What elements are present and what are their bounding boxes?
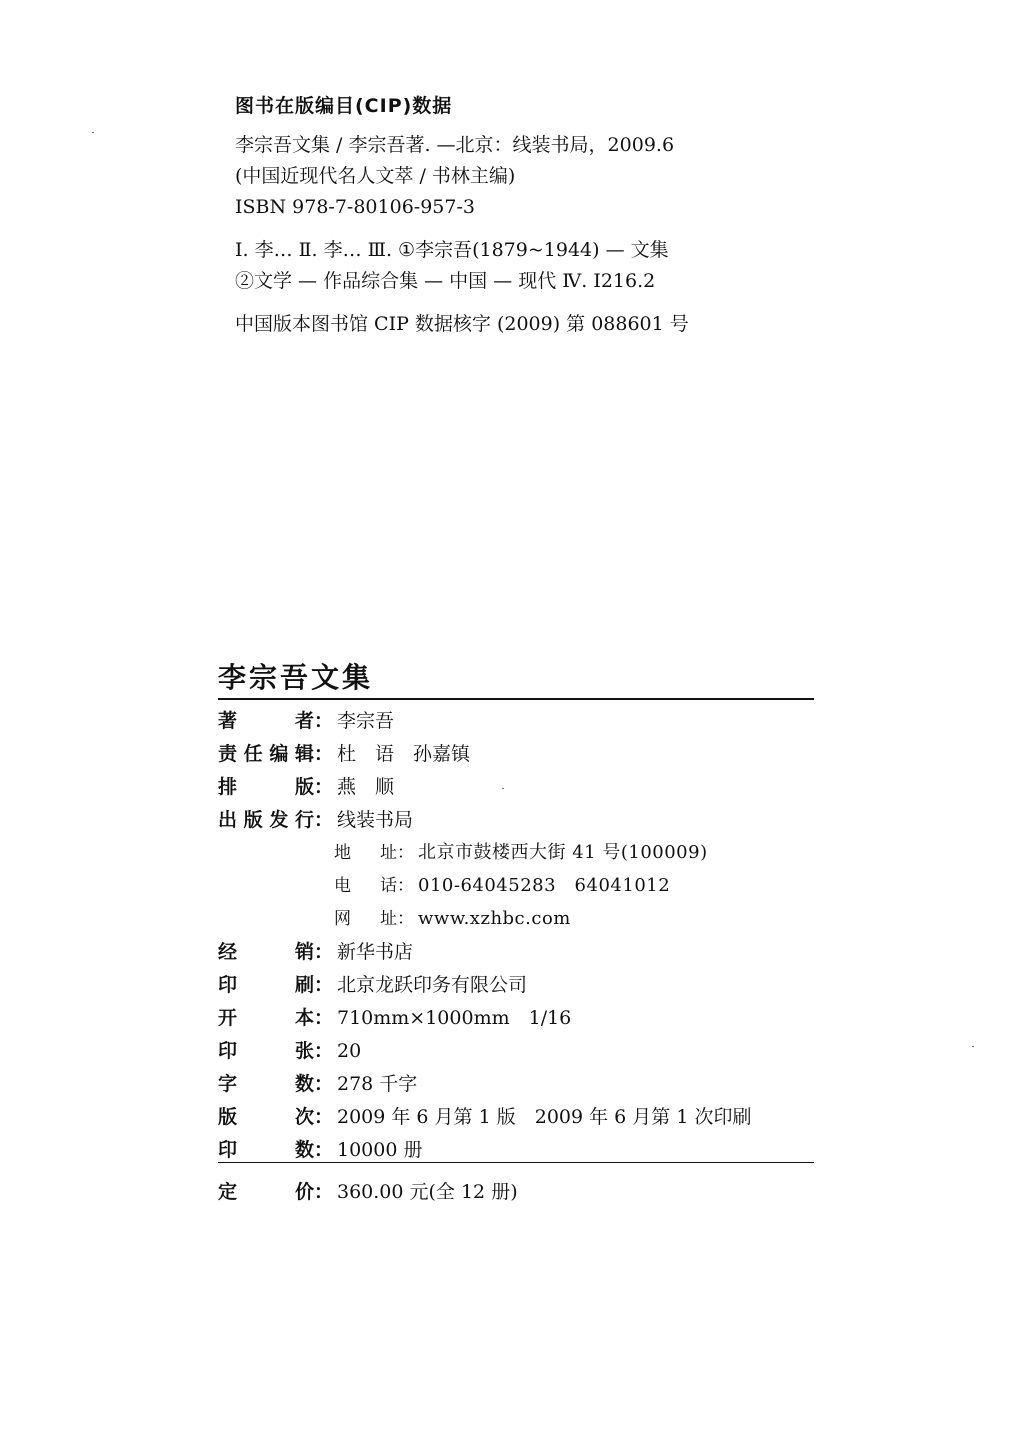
cip-line-isbn: ISBN 978-7-80106-957-3 [235,196,475,218]
detail-label [218,1003,335,1030]
label-char: 价： [294,1181,333,1203]
cip-line-title: 李宗吾文集 / 李宗吾著. —北京：线装书局，2009.6 [235,134,675,156]
label-char: 定 [218,1181,238,1203]
phone-label [334,871,418,896]
publication-details [218,706,818,1168]
label-char: 本： [294,1007,333,1029]
detail-row [218,1069,818,1102]
label-char: 次： [294,1106,333,1128]
price-block [218,1162,818,1210]
label-char: 地 [334,843,351,863]
detail-value: 新华书店 [337,941,414,963]
detail-label [218,937,335,964]
website-value: www.xzhbc.com [418,908,571,929]
label-char: 版 [243,809,263,831]
detail-label [218,1135,335,1162]
address-row [218,838,818,871]
detail-label [218,706,335,733]
book-title-block [218,658,814,700]
label-char: 开 [218,1007,238,1029]
price-rule [218,1162,814,1163]
label-char: 版 [218,1106,238,1128]
detail-value: 278 千字 [337,1073,418,1095]
detail-label [218,970,335,997]
label-char: 字 [218,1073,238,1095]
price-label [218,1177,335,1204]
label-char: 经 [218,941,238,963]
detail-row [218,1003,818,1036]
label-char: 数： [294,1073,333,1095]
cip-heading: 图书在版编目(CIP)数据 [235,95,453,117]
label-char: 话： [380,876,414,896]
details-group-1 [218,706,818,838]
phone-row [218,871,818,904]
label-char: 发 [269,809,289,831]
detail-label [218,1102,335,1129]
detail-label [218,1036,335,1063]
detail-row [218,772,818,805]
cip-line-record-number: 中国版本图书馆 CIP 数据核字 (2009) 第 088601 号 [235,313,689,335]
detail-value: 2009 年 6 月第 1 版 2009 年 6 月第 1 次印刷 [337,1106,752,1128]
address-label [334,838,418,863]
label-char: 刷： [294,974,333,996]
label-char: 址： [380,909,414,929]
detail-row [218,739,818,772]
label-char: 印 [218,1040,238,1062]
scan-speck [972,1046,974,1047]
cip-line-classification-1: Ⅰ. 李… Ⅱ. 李… Ⅲ. ①李宗吾(1879~1944) — 文集 [235,239,669,261]
label-char: 数： [294,1139,333,1161]
detail-label [218,1069,335,1096]
label-char: 网 [334,909,351,929]
label-char: 张： [294,1040,333,1062]
label-char: 销： [294,941,333,963]
detail-row [218,1102,818,1135]
website-row [218,904,818,937]
detail-value: 燕 顺 [337,776,395,798]
label-char: 著 [218,710,238,732]
detail-value: 10000 册 [337,1139,423,1161]
address-value: 北京市鼓楼西大街 41 号(100009) [418,842,708,863]
detail-row [218,805,818,838]
detail-value: 北京龙跃印务有限公司 [337,974,528,996]
label-char: 址： [380,843,414,863]
cip-block [235,92,835,340]
phone-value: 010-64045283 64041012 [418,875,671,896]
label-char: 者： [294,710,333,732]
detail-row [218,706,818,739]
label-char: 责 [218,743,238,765]
detail-value: 20 [337,1040,362,1062]
price-row [218,1177,818,1210]
label-char: 任 [243,743,263,765]
detail-value: 杜 语 孙嘉镇 [337,743,471,765]
label-char: 印 [218,1139,238,1161]
detail-label [218,739,335,766]
detail-value: 线装书局 [337,809,414,831]
website-label [334,904,418,929]
cip-line-series: (中国近现代名人文萃 / 书林主编) [235,165,516,187]
scan-speck [502,788,504,789]
detail-label [218,805,335,832]
cip-line-classification-2: ②文学 — 作品综合集 — 中国 — 现代 Ⅳ. I216.2 [235,270,656,292]
label-char: 辑： [294,743,333,765]
label-char: 版： [294,776,333,798]
detail-label [218,772,335,799]
detail-value: 李宗吾 [337,710,395,732]
label-char: 行： [294,809,333,831]
label-char: 编 [269,743,289,765]
detail-row [218,1036,818,1069]
price-value: 360.00 元(全 12 册) [337,1181,518,1203]
book-title: 李宗吾文集 [218,661,374,694]
label-char: 出 [218,809,238,831]
label-char: 排 [218,776,238,798]
detail-value: 710mm×1000mm 1/16 [337,1007,572,1029]
detail-row [218,970,818,1003]
label-char: 电 [334,876,351,896]
details-group-2 [218,937,818,1168]
title-rule [218,698,814,700]
label-char: 印 [218,974,238,996]
scan-speck [92,132,94,133]
detail-row [218,937,818,970]
